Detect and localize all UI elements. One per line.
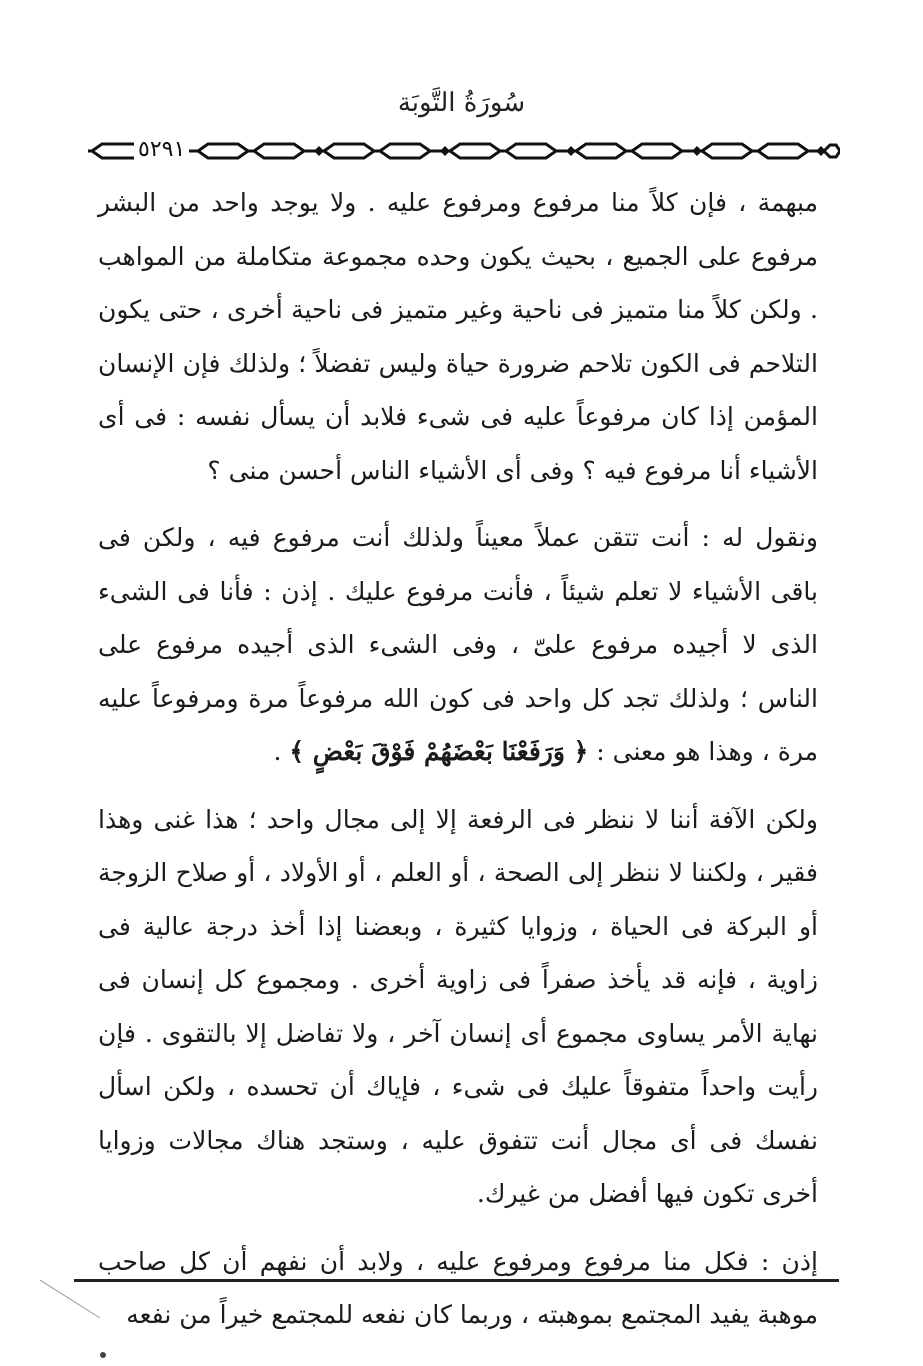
paragraph-2 xyxy=(98,511,818,779)
paragraph-2-text: ونقول له : أنت تتقن عملاً معيناً ولذلك أنت مرفوع فيه ، ولكن فى باقى الأشياء لا تعلم شيئاً ، فأنت مرفوع عليك . إذن : فأنا فى الشىء الذى لا أجيده مرفوع علىّ ، وفى الشىء الذى أجيده مرفوع على الناس ؛ ولذلك تجد كل واحد فى كون الله مرفوعاً مرة ومرفوعاً عليه مرة ، وهذا هو معنى : xyxy=(98,523,818,766)
scan-mark xyxy=(100,1352,106,1358)
bottom-rule xyxy=(74,1279,839,1282)
quote-end: . xyxy=(273,737,290,766)
page-number: ٥٢٩١ xyxy=(134,138,189,162)
paragraph-4: إذن : فكل منا مرفوع ومرفوع عليه ، ولابد أن نفهم أن كل صاحب موهبة يفيد المجتمع بموهبته ، وربما كان نفعه للمجتمع خيراً من نفعه xyxy=(98,1246,818,1329)
ornamental-border xyxy=(88,140,840,162)
surah-title: سُورَةُ التَّوبَة xyxy=(397,88,526,118)
quran-quote: ﴿ وَرَفَعْنَا بَعْضَهُمْ فَوْقَ بَعْضٍ ﴾ xyxy=(289,737,589,766)
paragraph-1: مبهمة ، فإن كلاً منا مرفوع ومرفوع عليه . ولا يوجد واحد من البشر مرفوع على الجميع ، بحيث يكون وحده مجموعة متكاملة من المواهب . ولكن كلاً منا متميز فى ناحية وغير متميز فى ناحية أخرى ، حتى يكون التلاحم فى الكون تلاحم ضرورة حياة وليس تفضلاً ؛ ولذلك فإن الإنسان المؤمن إذا كان مرفوعاً عليه فى شىء فلابد أن يسأل نفسه : فى أى الأشياء أنا مرفوع فيه ؟ وفى أى الأشياء الناس أحسن منى ؟ xyxy=(98,188,818,485)
scan-artifact xyxy=(40,1280,130,1340)
body-text xyxy=(98,176,818,1342)
paragraph-3: ولكن الآفة أننا لا ننظر فى الرفعة إلا إلى مجال واحد ؛ هذا غنى وهذا فقير ، ولكننا لا ننظر إلى الصحة ، أو العلم ، أو الأولاد ، أو صلاح الزوجة أو البركة فى الحياة ، وزوايا كثيرة ، وبعضنا إذا أخذ درجة عالية فى زاوية ، فإنه قد يأخذ صفراً فى زاوية أخرى . ومجموع كل إنسان فى نهاية الأمر يساوى مجموع أى إنسان آخر ، ولا تفاضل إلا بالتقوى . فإن رأيت واحداً متفوقاً عليك فى شىء ، فإياك أن تحسده ، ولكن اسأل نفسك فى أى مجال أنت تتفوق عليه ، وستجد هناك مجالات وزوايا أخرى تكون فيها أفضل من غيرك. xyxy=(98,804,818,1208)
